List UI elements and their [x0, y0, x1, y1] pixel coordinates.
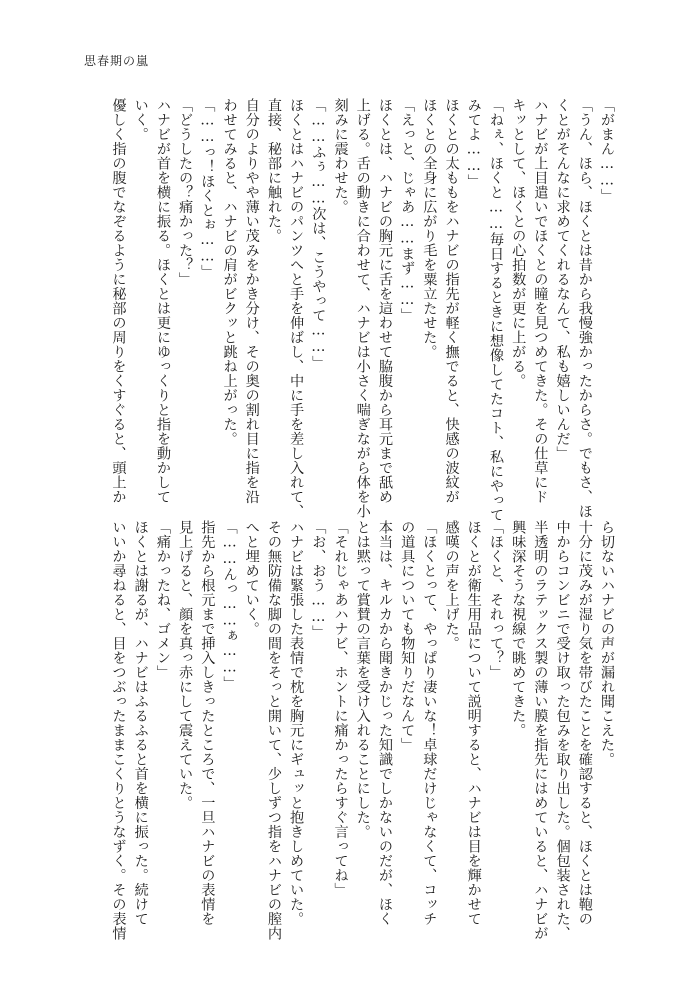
text-line: 「痛かったね、ゴメン」	[154, 520, 171, 680]
text-line: の道具についても物知りだなんて」	[399, 520, 416, 752]
text-line: 興味深そうな視線で眺めてきた。	[510, 520, 527, 738]
text-line: 直接、秘部に触れた。	[265, 98, 282, 243]
text-line: 「……ふぅ……次は、こうやって……」	[310, 98, 327, 370]
text-line: わせてみると、ハナビの肩がビクッと跳ね上がった。	[221, 98, 238, 446]
text-line: ほくとが衛生用品について説明すると、ハナビは目を輝かせて	[465, 520, 482, 926]
text-line: 十分に茂みが湿り気を帯びたことを確認すると、ほくとは鞄の	[576, 520, 593, 926]
text-line: ハナビが上目遣いでほくとの瞳を見つめてきた。その仕草にド	[532, 98, 549, 504]
text-line: 刻みに震わせた。	[332, 98, 349, 214]
text-line: キッとして、ほくとの心拍数が更に上がる。	[510, 98, 527, 388]
text-line: ほくとの太ももをハナビの指先が軽く撫でると、快感の波紋が	[443, 98, 460, 504]
text-line: 「……んっ……ぁ……」	[221, 520, 238, 691]
text-line: 見上げると、顔を真っ赤にして震えていた。	[177, 520, 194, 810]
text-line: 「ほくとって、やっぱり凄いな！卓球だけじゃなくて、コッチ	[421, 520, 438, 926]
text-line: 「ほくと、それって？」	[487, 520, 504, 680]
text-line: みてよ……」	[465, 98, 482, 189]
text-line: 上げる。舌の動きに合わせて、ハナビは小さく喘ぎながら体を小	[354, 98, 371, 519]
text-line: ハナビは緊張した表情で枕を胸元にギュッと抱きしめていた。	[288, 520, 305, 926]
running-head: 思春期の嵐	[84, 54, 150, 68]
text-line: 感嘆の声を上げた。	[443, 520, 460, 651]
upper-text-block	[84, 98, 618, 523]
text-line: 自分のよりやや薄い茂みをかき分け、その奥の割れ目に指を沿	[243, 98, 260, 504]
text-line: 「それじゃあハナビ、ホントに痛かったらすぐ言ってね」	[332, 520, 349, 897]
text-line: ハナビが首を横に振る。ほくとは更にゆっくりと指を動かして	[154, 98, 171, 504]
text-line: 半透明のラテックス製の薄い膜を指先にはめていると、ハナビが	[532, 520, 549, 941]
text-line: 指先から根元まで挿入しきったところで、一旦ハナビの表情を	[199, 520, 216, 926]
text-line: とは黙って賞賛の言葉を受け入れることにした。	[354, 520, 371, 839]
text-line: いく。	[132, 98, 149, 142]
text-line: 中からコンビニで受け取った包みを取り出した。個包装された、	[554, 520, 571, 941]
text-line: その無防備な脚の間をそっと開いて、少しずつ指をハナビの膣内	[265, 520, 282, 941]
text-line: 優しく指の腹でなぞるように秘部の周りをくすぐると、頭上か	[110, 98, 127, 504]
text-line: ほくとの全身に広がり毛を粟立たせた。	[421, 98, 438, 359]
text-line: 本当は、キルカから聞きかじった知識でしかないのだが、ほく	[376, 520, 393, 926]
text-line: 「うん、ほら、ほくとは昔から我慢強かったからさ。でもさ、ほ	[576, 98, 593, 519]
text-line: 「ねぇ、ほくと……毎日するときに想像してたコト、私にやって	[487, 98, 504, 523]
text-line: ほくとはハナビのパンツへと手を伸ばし、中に手を差し入れて、	[288, 98, 305, 519]
text-line: へと埋めていく。	[243, 520, 260, 636]
text-line: 「がまん……」	[599, 98, 615, 204]
text-line: 「……っ！ほくとぉ……」	[199, 98, 216, 280]
text-line: ほくとは謝るが、ハナビはふるふると首を横に振った。続けて	[132, 520, 149, 926]
text-line: くとがそんなに求めてくれるなんて、私も嬉しいんだ」	[554, 98, 571, 461]
text-line: 「お、おう……」	[310, 520, 327, 640]
lower-text-block	[84, 520, 618, 941]
text-line: ら切ないハナビの声が漏れ聞こえた。	[599, 520, 615, 767]
text-line: いいか尋ねると、目をつぶったままこくりとうなずく。その表情	[110, 520, 127, 941]
text-line: ほくとは、ハナビの胸元に舌を這わせて脇腹から耳元まで舐め	[376, 98, 393, 504]
text-line: 「えっと、じゃあ……まず……」	[399, 98, 416, 323]
text-line: 「どうしたの？痛かった？」	[177, 98, 194, 287]
